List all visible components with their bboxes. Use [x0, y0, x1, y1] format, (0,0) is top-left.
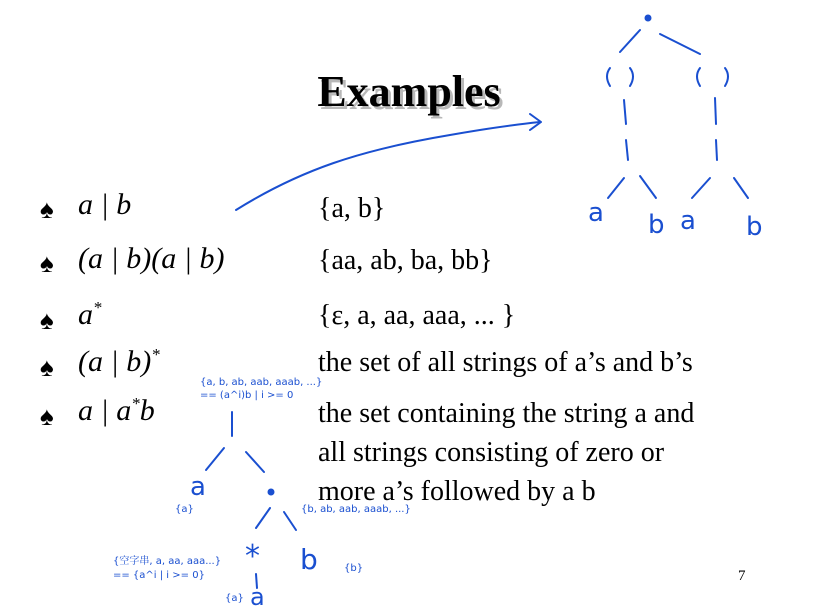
- tree-edge: [206, 448, 224, 470]
- paren-right: [630, 68, 633, 86]
- spade-bullet-icon: ♠: [40, 402, 54, 431]
- tree-node-label: b: [300, 543, 318, 576]
- tree-edge: [716, 140, 717, 160]
- tree-edge: [626, 140, 628, 160]
- spade-bullet-icon: ♠: [40, 249, 54, 278]
- tree-edge: [284, 512, 296, 530]
- tree-leaf-label: b: [648, 210, 665, 240]
- annotation-note: {a}: [225, 593, 244, 604]
- tree-node-label: *: [245, 539, 260, 574]
- tree-node-dot: [269, 490, 274, 495]
- tree-edge: [692, 178, 710, 198]
- tree-node-label: a: [190, 472, 206, 502]
- spade-bullet-icon: ♠: [40, 306, 54, 335]
- tree-node-label: a: [250, 583, 265, 611]
- regex-expression: a*: [78, 298, 102, 331]
- annotation-note: {b, ab, aab, aaab, ...}: [301, 504, 411, 515]
- regex-expression: (a | b)(a | b): [78, 242, 225, 275]
- tree-edge: [640, 176, 656, 198]
- spade-bullet-icon: ♠: [40, 353, 54, 382]
- tree-edge: [256, 508, 270, 528]
- result-line: more a’s followed by a b: [318, 476, 596, 507]
- regex-result: {ε, a, aa, aaa, ... }: [318, 300, 516, 331]
- result-line: all strings consisting of zero or: [318, 437, 665, 468]
- annotation-note: {空字串, a, aa, aaa...}: [113, 556, 222, 567]
- regex-expression: (a | b)*: [78, 345, 160, 378]
- annotation-note: {a, b, ab, aab, aaab, ...}: [200, 377, 323, 388]
- regex-result: the set of all strings of a’s and b’s: [318, 347, 693, 378]
- tree-edge: [608, 178, 624, 198]
- regex-result: {aa, ab, ba, bb}: [318, 245, 493, 276]
- tree-leaf-label: a: [680, 206, 696, 236]
- tree-edge: [620, 30, 640, 52]
- tree-root-dot: [646, 16, 651, 21]
- tree-leaf-label: b: [746, 212, 763, 242]
- regex-result: {a, b}: [318, 193, 386, 224]
- annotation-note: == {a^i | i >= 0}: [113, 570, 205, 581]
- tree-leaf-label: a: [588, 198, 604, 228]
- spade-bullet-icon: ♠: [40, 195, 54, 224]
- tree-edge: [734, 178, 748, 198]
- page-number: 7: [738, 568, 746, 584]
- paren-right: [725, 68, 728, 86]
- paren-left: [697, 68, 700, 86]
- tree-edge: [660, 34, 700, 54]
- slide-title: Examples: [317, 67, 501, 116]
- arrow-line: [236, 122, 540, 210]
- annotation-note: {a}: [175, 504, 194, 515]
- result-line: the set containing the string a and: [318, 398, 695, 429]
- annotation-note: == (a^i)b | i >= 0: [200, 390, 294, 401]
- tree-edge: [624, 100, 626, 124]
- regex-expression: a | b: [78, 188, 132, 221]
- tree-edge: [246, 452, 264, 472]
- annotation-note: {b}: [344, 563, 364, 574]
- paren-left: [607, 68, 610, 86]
- regex-expression: a | a*b: [78, 394, 155, 427]
- tree-edge: [715, 98, 716, 124]
